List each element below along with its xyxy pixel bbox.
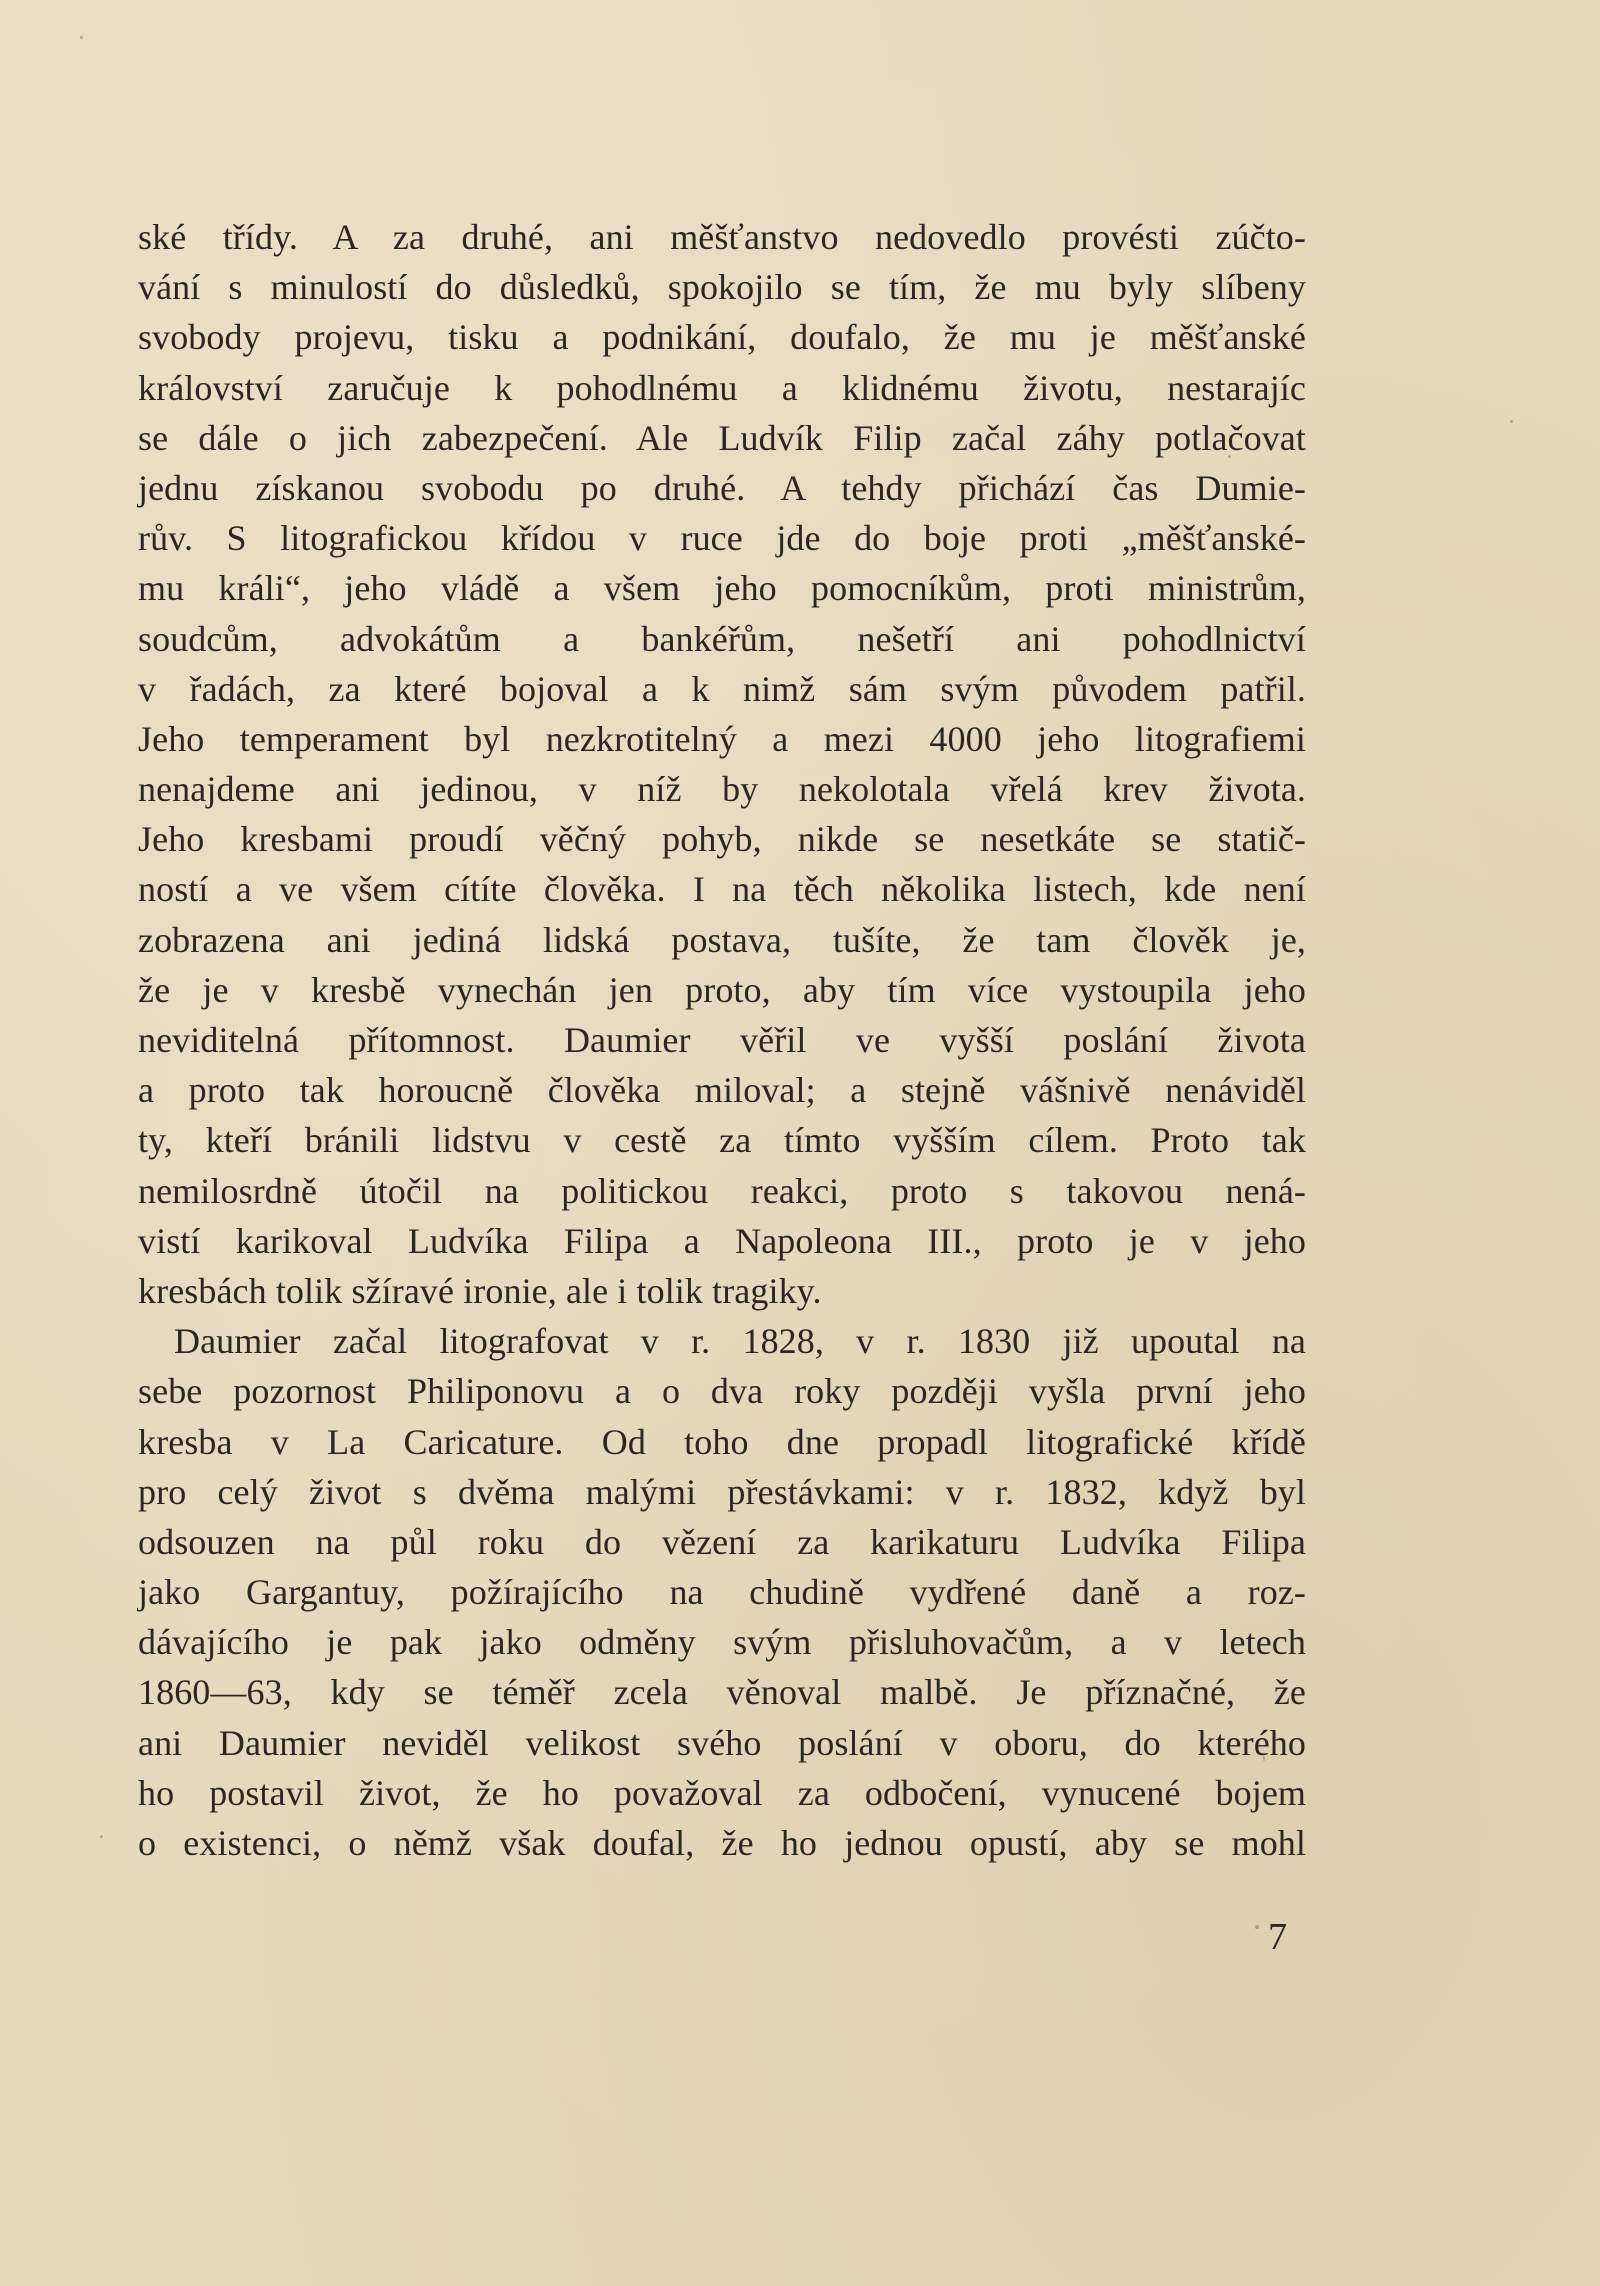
- paper-speck: [1510, 420, 1513, 423]
- text-line: v řadách, za které bojoval a k nimž sám svým původem patřil.: [138, 668, 1306, 709]
- text-line: odsouzen na půl roku do vězení za karikaturu Ludvíka Filipa: [138, 1521, 1306, 1562]
- text-line: sebe pozornost Philiponovu a o dva roky později vyšla první jeho: [138, 1371, 1306, 1412]
- text-line: ani Daumier neviděl velikost svého poslání v oboru, do kterého: [138, 1722, 1306, 1763]
- paragraph-end-line: kresbách tolik sžíravé ironie, ale i tolik tragiky.: [138, 1270, 822, 1311]
- text-line: vání s minulostí do důsledků, spokojilo se tím, že mu byly slíbeny: [138, 267, 1306, 308]
- paper-speck: [1263, 1756, 1265, 1761]
- text-line: soudcům, advokátům a bankéřům, nešetří ani pohodlnictví: [138, 618, 1306, 659]
- text-line: svobody projevu, tisku a podnikání, doufalo, že mu je měšťanské: [138, 317, 1306, 358]
- text-line: ho postavil život, že ho považoval za odbočení, vynucené bojem: [138, 1772, 1306, 1813]
- text-line: že je v kresbě vynechán jen proto, aby tím více vystoupila jeho: [138, 969, 1306, 1010]
- text-line: pro celý život s dvěma malými přestávkami: v r. 1832, když byl: [138, 1471, 1306, 1512]
- text-line: jednu získanou svobodu po druhé. A tehdy přichází čas Dumie-: [138, 467, 1306, 508]
- text-line: a proto tak horoucně člověka miloval; a stejně vášnivě nenáviděl: [138, 1070, 1306, 1111]
- text-line: království zaručuje k pohodlnému a klidnému životu, nestarajíc: [138, 367, 1306, 408]
- paper-speck: [80, 36, 83, 39]
- body-text: [138, 212, 1306, 1868]
- paper-speck: [100, 1835, 103, 1838]
- text-line: vistí karikoval Ludvíka Filipa a Napoleona III., proto je v jeho: [138, 1220, 1306, 1261]
- text-line: zobrazena ani jediná lidská postava, tušíte, že tam člověk je,: [138, 919, 1306, 960]
- text-line: neviditelná přítomnost. Daumier věřil ve vyšší poslání života: [138, 1020, 1306, 1060]
- paper-speck: [1228, 455, 1231, 458]
- text-line: nemilosrdně útočil na politickou reakci, proto s takovou nená-: [138, 1170, 1306, 1211]
- text-line: kresba v La Caricature. Od toho dne propadl litografické křídě: [138, 1421, 1306, 1462]
- text-line: se dále o jich zabezpečení. Ale Ludvík Filip začal záhy potlačovat: [138, 417, 1306, 458]
- text-line: nenajdeme ani jedinou, v níž by nekolotala vřelá krev života.: [138, 769, 1306, 810]
- text-line: Jeho temperament byl nezkrotitelný a mezi 4000 jeho litografiemi: [138, 718, 1306, 759]
- text-line: ty, kteří bránili lidstvu v cestě za tímto vyšším cílem. Proto tak: [138, 1120, 1306, 1161]
- paragraph-start-line: Daumier začal litografovat v r. 1828, v r. 1830 již upoutal na: [174, 1321, 1306, 1362]
- text-line: dávajícího je pak jako odměny svým přisluhovačům, a v letech: [138, 1622, 1306, 1663]
- text-line: 1860—63, kdy se téměř zcela věnoval malbě. Je příznačné, že: [138, 1672, 1306, 1713]
- text-line: rův. S litografickou křídou v ruce jde do boje proti „měšťanské-: [138, 518, 1306, 559]
- text-line: o existenci, o němž však doufal, že ho jednou opustí, aby se mohl: [138, 1823, 1306, 1863]
- text-line: Jeho kresbami proudí věčný pohyb, nikde se nesetkáte se statič-: [138, 819, 1306, 860]
- page-number: 7: [1268, 1916, 1287, 1958]
- text-line: ské třídy. A za druhé, ani měšťanstvo nedovedlo provésti zúčto-: [138, 217, 1306, 257]
- paper-speck: [1255, 1925, 1259, 1929]
- text-line: ností a ve všem cítíte člověka. I na těch několika listech, kde není: [138, 869, 1306, 910]
- text-line: jako Gargantuy, požírajícího na chudině vydřené daně a roz-: [138, 1572, 1306, 1613]
- text-line: mu králi“, jeho vládě a všem jeho pomocníkům, proti ministrům,: [138, 568, 1306, 609]
